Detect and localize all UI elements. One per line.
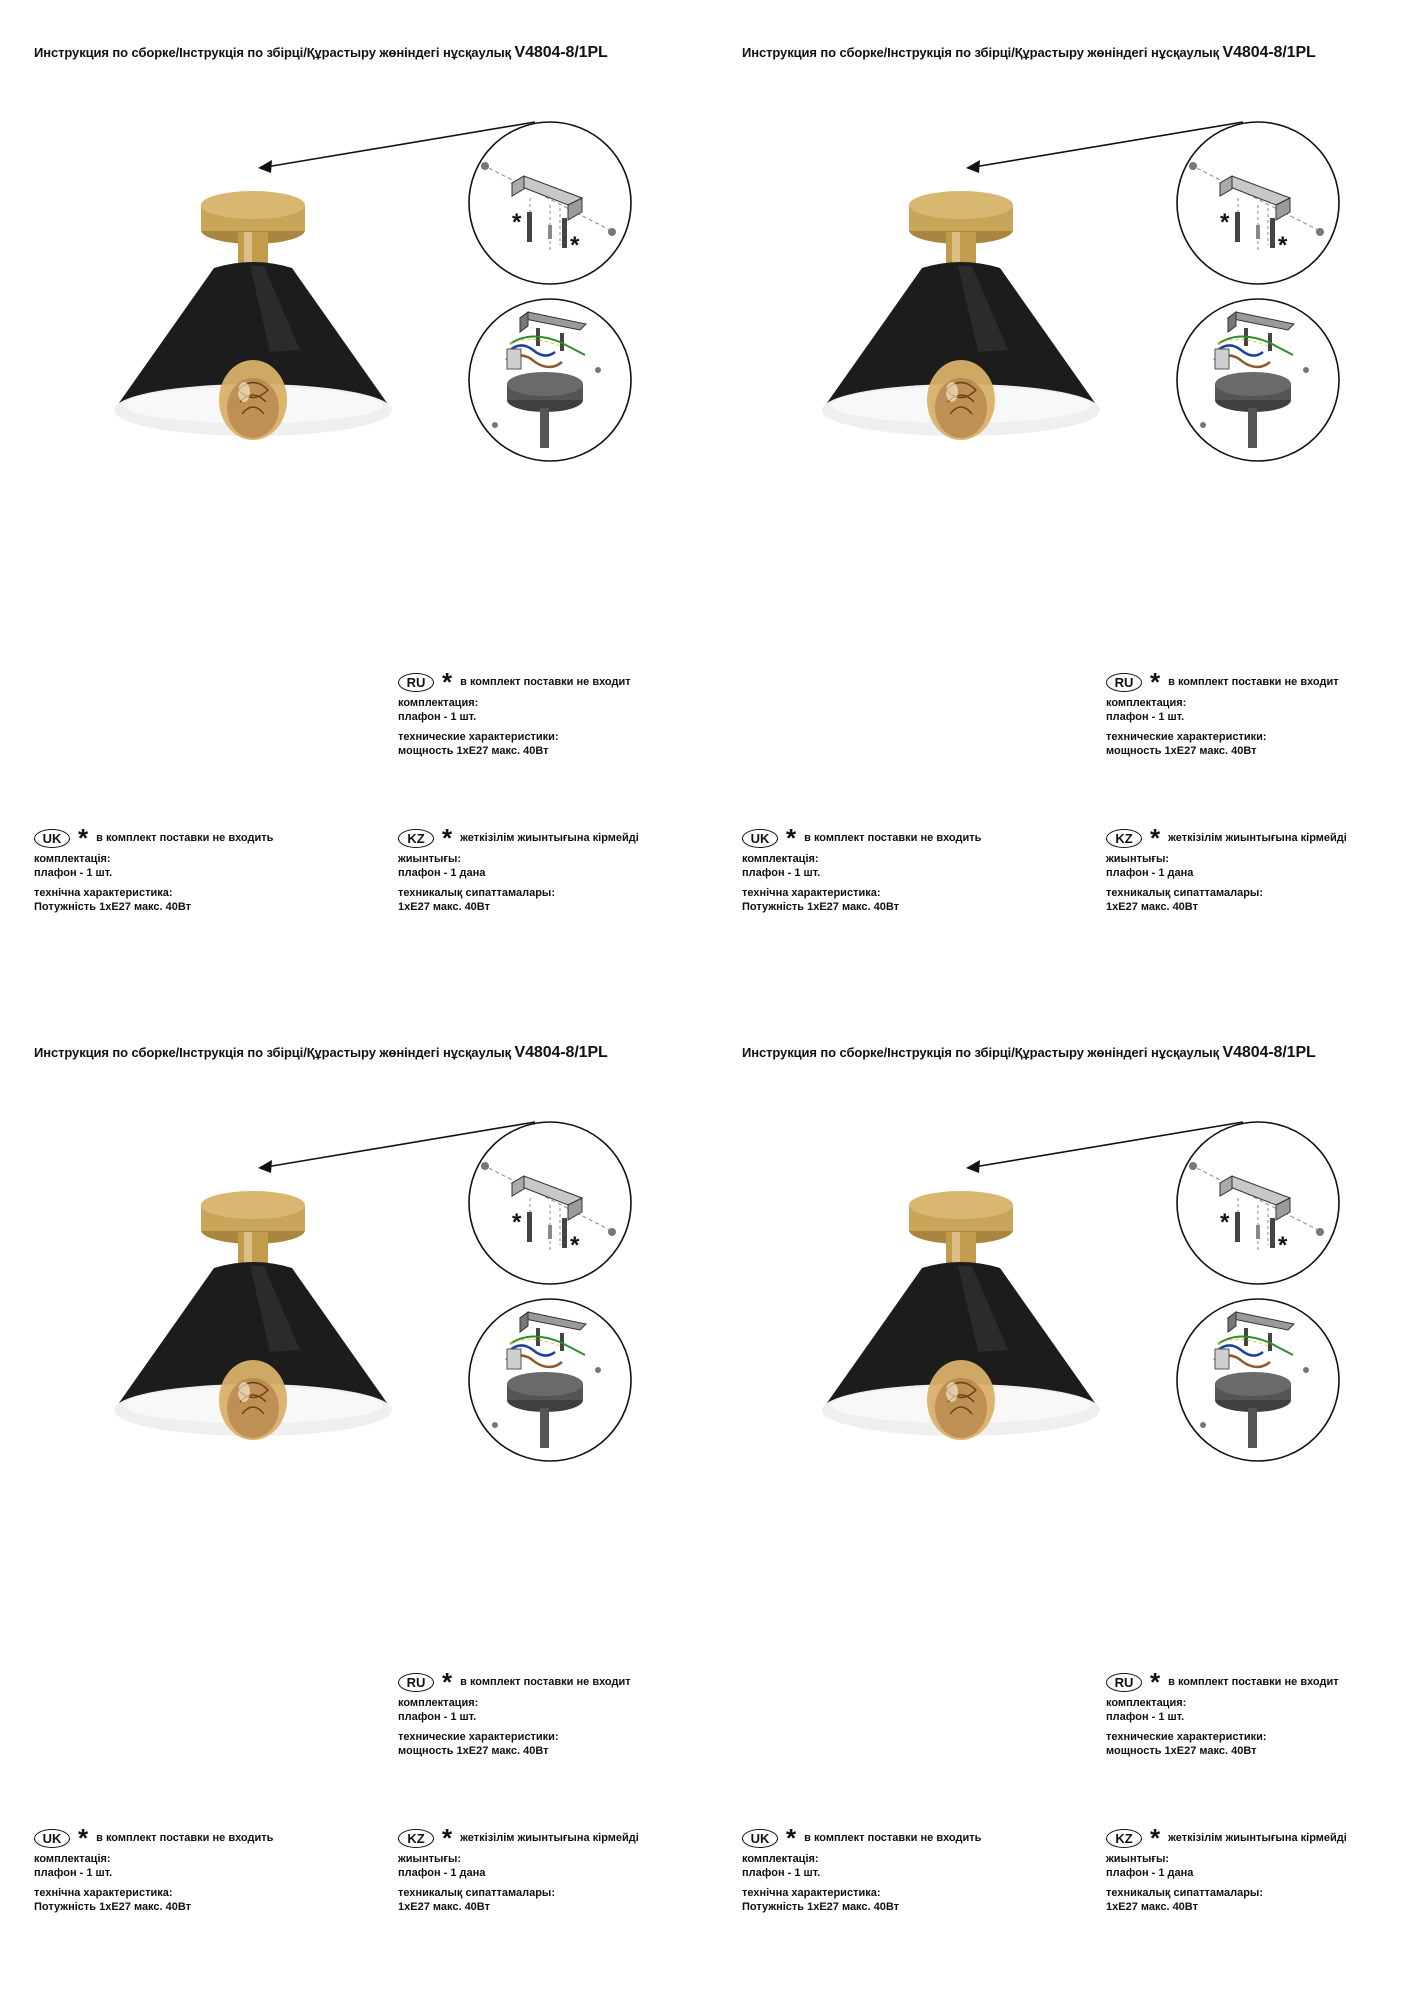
spec-value: 1xE27 макс. 40Вт: [1106, 1901, 1198, 1913]
asterisk-icon: *: [1150, 823, 1161, 853]
title-text: Инструкция по сборке/Інструкція по збірці/Құрастыру жөніндегі нұсқаулық: [742, 45, 1220, 60]
not-included-note: в комплект поставки не входит: [1168, 676, 1339, 688]
kit-item: плафон - 1 дана: [398, 1867, 486, 1879]
kit-item: плафон - 1 дана: [398, 867, 486, 879]
lang-badge-kz: KZ: [1106, 829, 1142, 848]
title-text: Инструкция по сборке/Інструкція по збірці/Құрастыру жөніндегі нұсқаулық: [34, 45, 512, 60]
not-included-note: в комплект поставки не входить: [804, 832, 982, 844]
kit-label: жиынтығы:: [398, 1853, 462, 1865]
title-text: Инструкция по сборке/Інструкція по збірці/Құрастыру жөніндегі нұсқаулық: [742, 1045, 1220, 1060]
kit-item: плафон - 1 шт.: [1106, 711, 1185, 723]
kz-section: [1106, 1823, 1396, 1914]
not-included-note: жеткізілім жиынтығына кірмейді: [1168, 1832, 1347, 1844]
assembly-illustration: [708, 1000, 1415, 1480]
spec-label: технические характеристики:: [1106, 1731, 1267, 1743]
kit-label: комплектація:: [742, 853, 819, 865]
asterisk-icon: *: [442, 1667, 453, 1697]
kit-item: плафон - 1 шт.: [398, 711, 477, 723]
asterisk-icon: *: [1150, 1823, 1161, 1853]
title-text: Инструкция по сборке/Інструкція по збірці/Құрастыру жөніндегі нұсқаулық: [34, 1045, 512, 1060]
lamp-illustration: [822, 1191, 1100, 1440]
bracket-detail: [1177, 1122, 1339, 1284]
spec-value: 1xE27 макс. 40Вт: [398, 1901, 490, 1913]
kit-label: комплектация:: [1106, 1697, 1187, 1709]
lamp-illustration: [114, 1191, 392, 1440]
not-included-mark: *: [1278, 1232, 1288, 1259]
asterisk-icon: *: [442, 667, 453, 697]
spec-label: техникалық сипаттамалары:: [1106, 1887, 1263, 1899]
kit-item: плафон - 1 шт.: [398, 1711, 477, 1723]
kit-item: плафон - 1 шт.: [34, 1867, 113, 1879]
not-included-mark: *: [1220, 209, 1230, 236]
spec-label: технічна характеристика:: [742, 1887, 881, 1899]
model-number: V4804-8/1PL: [514, 44, 608, 61]
assembly-illustration: [0, 1000, 707, 1480]
ru-section: [1106, 667, 1396, 758]
kit-label: жиынтығы:: [1106, 853, 1170, 865]
ru-section: [398, 1667, 688, 1758]
kit-label: комплектація:: [742, 1853, 819, 1865]
lang-badge-uk: UK: [742, 1829, 778, 1848]
kit-label: жиынтығы:: [398, 853, 462, 865]
uk-section: [742, 1823, 1032, 1914]
kit-label: комплектація:: [34, 1853, 111, 1865]
lang-badge-kz: KZ: [398, 1829, 434, 1848]
asterisk-icon: *: [786, 823, 797, 853]
kit-label: комплектация:: [1106, 697, 1187, 709]
spec-value: мощность 1xE27 макс. 40Вт: [1106, 745, 1257, 757]
instruction-panel: [708, 0, 1415, 1000]
lang-badge-uk: UK: [742, 829, 778, 848]
not-included-note: жеткізілім жиынтығына кірмейді: [460, 832, 639, 844]
assembly-illustration: [708, 0, 1415, 480]
spec-label: техникалық сипаттамалары:: [1106, 887, 1263, 899]
wiring-detail: [469, 1299, 631, 1461]
spec-value: 1xE27 макс. 40Вт: [1106, 901, 1198, 913]
bracket-detail: [469, 1122, 631, 1284]
lang-badge-ru: RU: [398, 673, 434, 692]
spec-label: технические характеристики:: [398, 1731, 559, 1743]
ru-section: [398, 667, 688, 758]
kit-item: плафон - 1 шт.: [34, 867, 113, 879]
kz-section: [1106, 823, 1396, 914]
not-included-mark: *: [512, 209, 522, 236]
spec-label: технические характеристики:: [1106, 731, 1267, 743]
lang-badge-uk: UK: [34, 1829, 70, 1848]
asterisk-icon: *: [786, 1823, 797, 1853]
not-included-mark: *: [1220, 1209, 1230, 1236]
not-included-note: в комплект поставки не входить: [96, 832, 274, 844]
not-included-note: в комплект поставки не входить: [804, 1832, 982, 1844]
wiring-detail: [1177, 1299, 1339, 1461]
spec-value: мощность 1xE27 макс. 40Вт: [398, 1745, 549, 1757]
not-included-note: в комплект поставки не входить: [96, 1832, 274, 1844]
spec-value: 1xE27 макс. 40Вт: [398, 901, 490, 913]
instruction-panel: [708, 1000, 1415, 2000]
spec-label: технические характеристики:: [398, 731, 559, 743]
asterisk-icon: *: [78, 1823, 89, 1853]
kit-item: плафон - 1 шт.: [742, 1867, 821, 1879]
kit-label: жиынтығы:: [1106, 1853, 1170, 1865]
asterisk-icon: *: [442, 823, 453, 853]
kit-label: комплектация:: [398, 697, 479, 709]
uk-section: [34, 823, 324, 914]
wiring-detail: [1177, 299, 1339, 461]
not-included-note: в комплект поставки не входит: [460, 676, 631, 688]
not-included-note: жеткізілім жиынтығына кірмейді: [1168, 832, 1347, 844]
not-included-note: в комплект поставки не входит: [1168, 1676, 1339, 1688]
lang-badge-ru: RU: [398, 1673, 434, 1692]
spec-value: Потужність 1xE27 макс. 40Вт: [34, 901, 192, 913]
model-number: V4804-8/1PL: [1222, 44, 1316, 61]
bracket-detail: [1177, 122, 1339, 284]
kit-item: плафон - 1 шт.: [1106, 1711, 1185, 1723]
not-included-mark: *: [1278, 232, 1288, 259]
spec-label: техникалық сипаттамалары:: [398, 887, 555, 899]
kz-section: [398, 823, 688, 914]
lamp-illustration: [114, 191, 392, 440]
lamp-illustration: [822, 191, 1100, 440]
spec-label: технічна характеристика:: [34, 887, 173, 899]
asterisk-icon: *: [442, 1823, 453, 1853]
wiring-detail: [469, 299, 631, 461]
model-number: V4804-8/1PL: [514, 1044, 608, 1061]
asterisk-icon: *: [1150, 667, 1161, 697]
asterisk-icon: *: [1150, 1667, 1161, 1697]
model-number: V4804-8/1PL: [1222, 1044, 1316, 1061]
kit-item: плафон - 1 шт.: [742, 867, 821, 879]
not-included-note: жеткізілім жиынтығына кірмейді: [460, 1832, 639, 1844]
spec-label: техникалық сипаттамалары:: [398, 1887, 555, 1899]
spec-value: Потужність 1xE27 макс. 40Вт: [34, 1901, 192, 1913]
kit-item: плафон - 1 дана: [1106, 1867, 1194, 1879]
kit-label: комплектация:: [398, 1697, 479, 1709]
kit-label: комплектація:: [34, 853, 111, 865]
not-included-mark: *: [570, 232, 580, 259]
uk-section: [34, 1823, 324, 1914]
ru-section: [1106, 1667, 1396, 1758]
asterisk-icon: *: [78, 823, 89, 853]
instruction-panel: [0, 1000, 707, 2000]
lang-badge-kz: KZ: [1106, 1829, 1142, 1848]
bracket-detail: [469, 122, 631, 284]
spec-label: технічна характеристика:: [34, 1887, 173, 1899]
spec-value: Потужність 1xE27 макс. 40Вт: [742, 901, 900, 913]
not-included-mark: *: [570, 1232, 580, 1259]
spec-value: Потужність 1xE27 макс. 40Вт: [742, 1901, 900, 1913]
assembly-illustration: [0, 0, 707, 480]
kz-section: [398, 1823, 688, 1914]
uk-section: [742, 823, 1032, 914]
spec-label: технічна характеристика:: [742, 887, 881, 899]
kit-item: плафон - 1 дана: [1106, 867, 1194, 879]
not-included-mark: *: [512, 1209, 522, 1236]
lang-badge-uk: UK: [34, 829, 70, 848]
instruction-panel: [0, 0, 707, 1000]
spec-value: мощность 1xE27 макс. 40Вт: [398, 745, 549, 757]
not-included-note: в комплект поставки не входит: [460, 1676, 631, 1688]
lang-badge-kz: KZ: [398, 829, 434, 848]
lang-badge-ru: RU: [1106, 673, 1142, 692]
spec-value: мощность 1xE27 макс. 40Вт: [1106, 1745, 1257, 1757]
lang-badge-ru: RU: [1106, 1673, 1142, 1692]
